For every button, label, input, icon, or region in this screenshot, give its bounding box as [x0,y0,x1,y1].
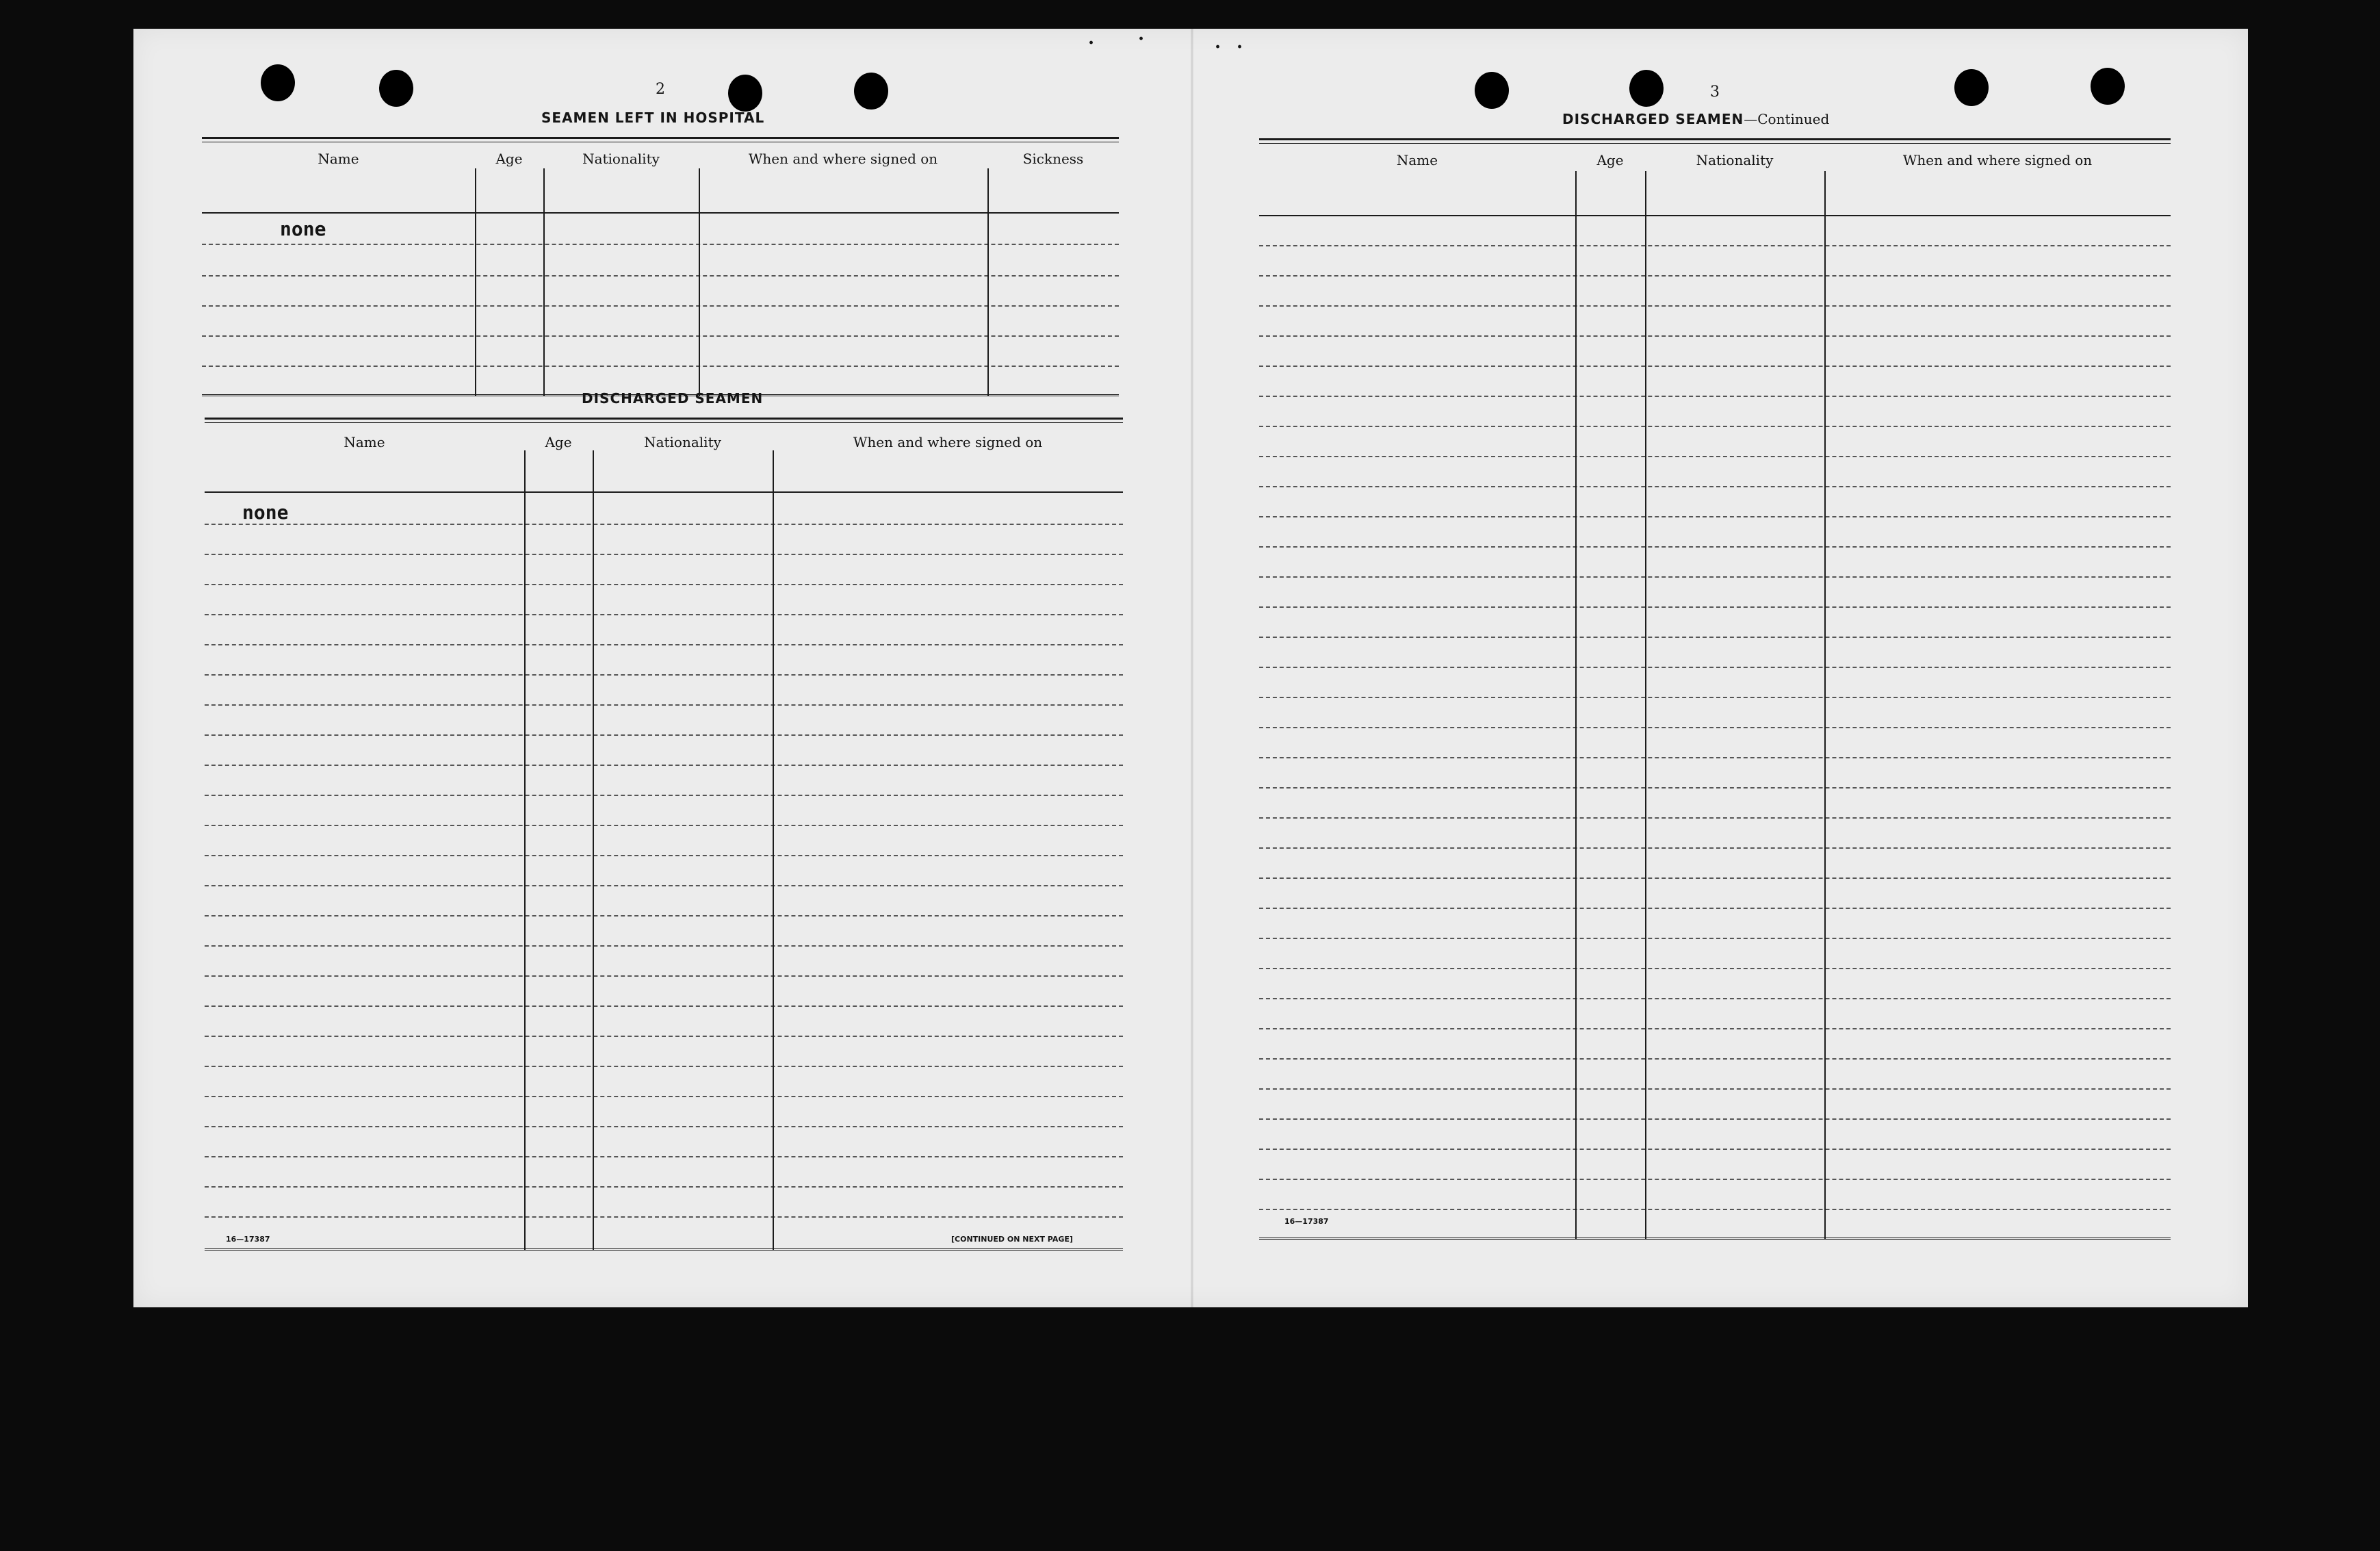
punch-hole [1954,69,1989,106]
col-header-name: Name [344,434,385,450]
punch-hole [261,64,295,101]
punch-hole [2091,68,2125,105]
col-header-nationality: Nationality [644,434,721,450]
discharged-table-right [1259,138,2171,1247]
left-page-number: 2 [656,81,665,98]
discharged-section-title: DISCHARGED SEAMEN [582,390,764,407]
discharged-entry-name: none [242,501,289,524]
punch-hole [728,75,762,112]
col-header-when-where: When and where signed on [1902,152,2093,168]
right-form-number: 16—17387 [1284,1217,1329,1226]
col-header-sickness: Sickness [1022,151,1084,167]
col-header-name: Name [1396,152,1438,168]
col-header-age: Age [495,151,523,167]
right-page-number: 3 [1710,84,1720,101]
hospital-entry-name: none [280,218,326,240]
col-header-nationality: Nationality [1696,152,1774,168]
right-section-title [1562,111,1829,127]
right-section-title-suffix: —Continued [1744,111,1830,127]
left-form-number: 16—17387 [226,1235,270,1244]
speck-mark: · [1237,37,1243,57]
speck-mark: · [1215,37,1221,57]
discharged-table-left [205,418,1123,1266]
speck-mark: · [1138,29,1145,49]
document-sheet [133,29,2248,1307]
punch-hole [379,70,413,107]
col-header-name: Name [318,151,359,167]
col-header-age: Age [1596,152,1624,168]
continued-note: [CONTINUED ON NEXT PAGE] [951,1235,1073,1244]
page-fold [1191,29,1193,1307]
col-header-when-where: When and where signed on [748,151,938,167]
hospital-section-title: SEAMEN LEFT IN HOSPITAL [541,110,765,126]
col-header-when-where: When and where signed on [853,434,1043,450]
punch-hole [1629,70,1664,107]
col-header-age: Age [545,434,572,450]
col-header-nationality: Nationality [582,151,660,167]
punch-hole [854,73,888,110]
punch-hole [1475,72,1509,109]
speck-mark: · [1088,33,1095,53]
right-section-title-main: DISCHARGED SEAMEN [1562,111,1744,127]
hospital-table [202,137,1119,400]
